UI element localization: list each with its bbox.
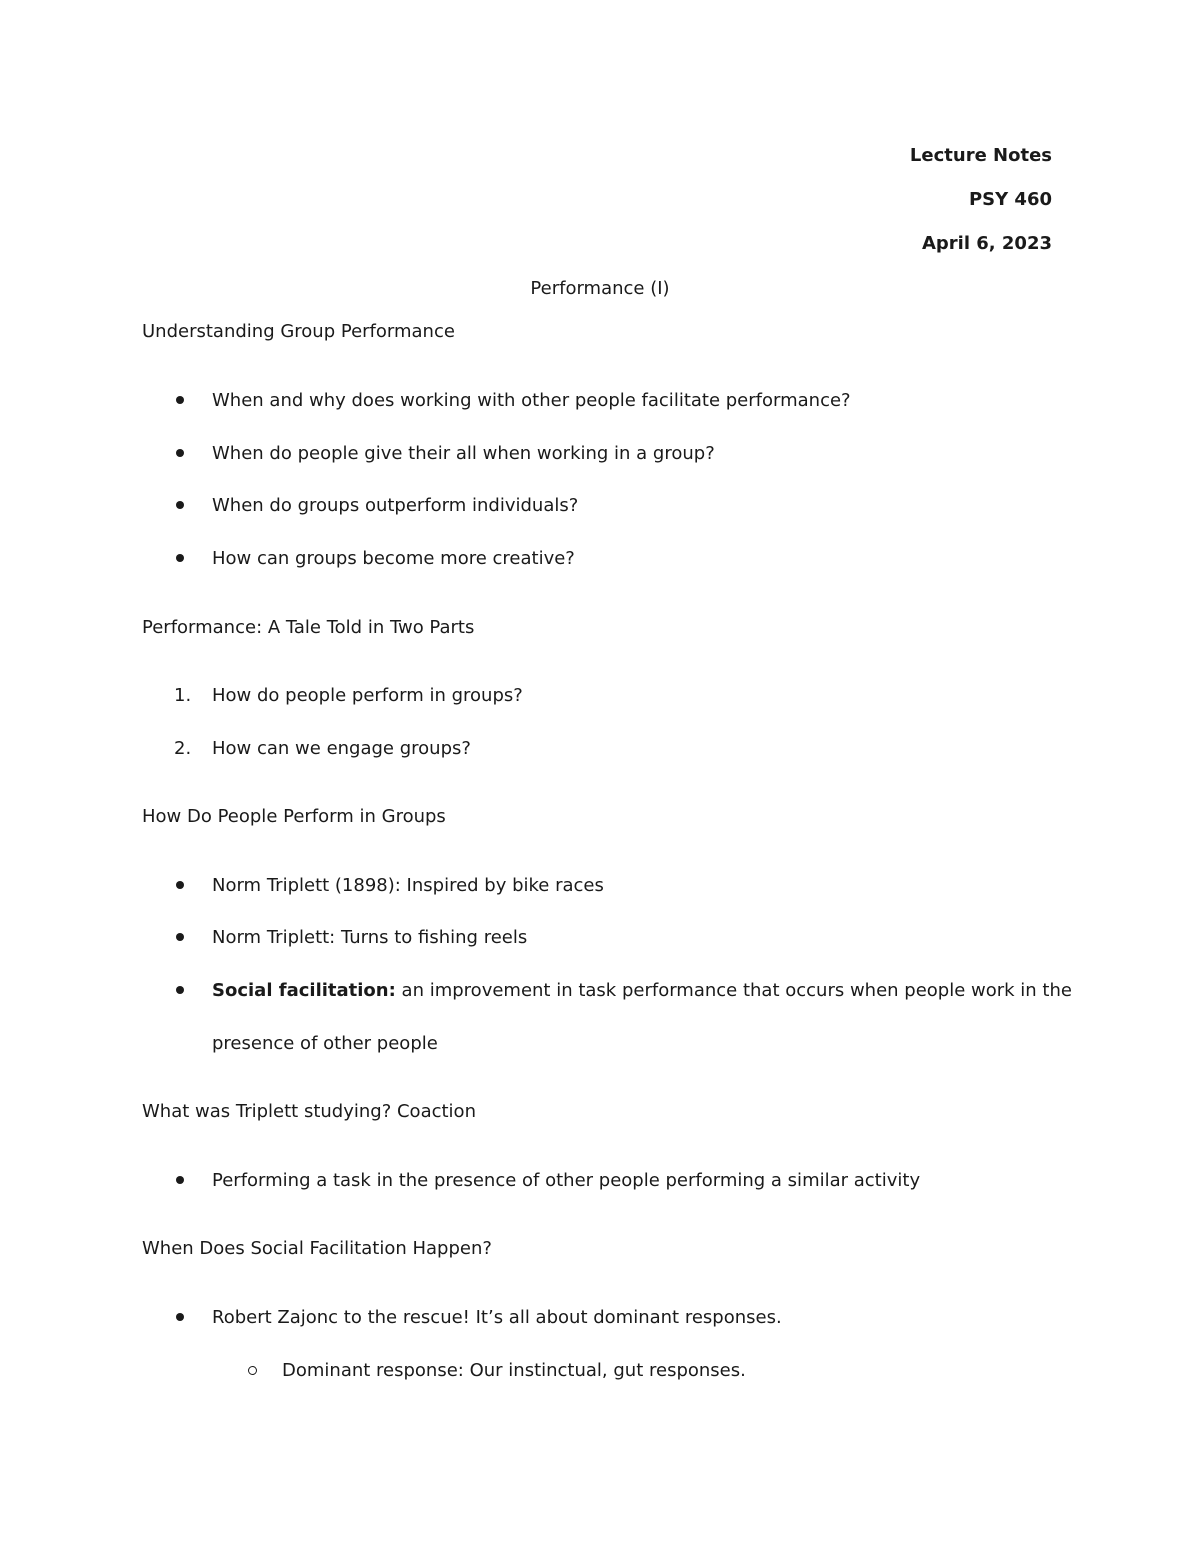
term: Dominant response: bbox=[282, 1360, 464, 1381]
header-course-label: Lecture Notes bbox=[909, 145, 1052, 166]
bullet-icon bbox=[176, 1313, 184, 1321]
definition: Inspired by bike races bbox=[400, 875, 604, 896]
sub-bullet-icon bbox=[248, 1366, 257, 1375]
list-item bbox=[212, 927, 527, 949]
list-item: When do groups outperform individuals? bbox=[212, 495, 579, 516]
bullet-icon bbox=[176, 501, 184, 509]
list-item: Performing a task in the presence of other people performing a similar activity bbox=[212, 1170, 921, 1191]
term: Norm Triplett (1898): bbox=[212, 875, 401, 896]
list-number: 1. bbox=[174, 685, 192, 706]
section-heading: Performance: A Tale Told in Two Parts bbox=[142, 617, 475, 638]
bullet-icon bbox=[176, 881, 184, 889]
list-item bbox=[212, 875, 604, 897]
definition: an improvement in task performance that occurs when people work in the bbox=[395, 980, 1072, 1001]
section-heading: How Do People Perform in Groups bbox=[142, 806, 446, 827]
list-item: When and why does working with other people facilitate performance? bbox=[212, 390, 851, 411]
list-item-continuation: presence of other people bbox=[212, 1033, 438, 1054]
page-title: Performance (I) bbox=[530, 278, 670, 299]
bullet-icon bbox=[176, 396, 184, 404]
definition: Turns to fishing reels bbox=[335, 927, 528, 948]
term-bold: Social facilitation: bbox=[212, 980, 396, 1001]
list-item bbox=[212, 980, 1072, 1002]
section-heading: Understanding Group Performance bbox=[142, 321, 455, 342]
bullet-icon bbox=[176, 449, 184, 457]
list-item: Robert Zajonc to the rescue! It’s all about dominant responses. bbox=[212, 1307, 782, 1328]
section-heading: What was Triplett studying? Coaction bbox=[142, 1101, 476, 1122]
bullet-icon bbox=[176, 986, 184, 994]
sub-list-item bbox=[282, 1360, 746, 1382]
bullet-icon bbox=[176, 933, 184, 941]
definition: Our instinctual, gut responses. bbox=[463, 1360, 746, 1381]
list-item: How can groups become more creative? bbox=[212, 548, 575, 569]
bullet-icon bbox=[176, 1176, 184, 1184]
header-date: April 6, 2023 bbox=[921, 233, 1052, 254]
header-course-code: PSY 460 bbox=[968, 189, 1052, 210]
list-item: How can we engage groups? bbox=[212, 738, 471, 759]
term: Norm Triplett: bbox=[212, 927, 336, 948]
bullet-icon bbox=[176, 554, 184, 562]
list-item: How do people perform in groups? bbox=[212, 685, 523, 706]
list-number: 2. bbox=[174, 738, 192, 759]
section-heading: When Does Social Facilitation Happen? bbox=[142, 1238, 492, 1259]
list-item: When do people give their all when working in a group? bbox=[212, 443, 715, 464]
